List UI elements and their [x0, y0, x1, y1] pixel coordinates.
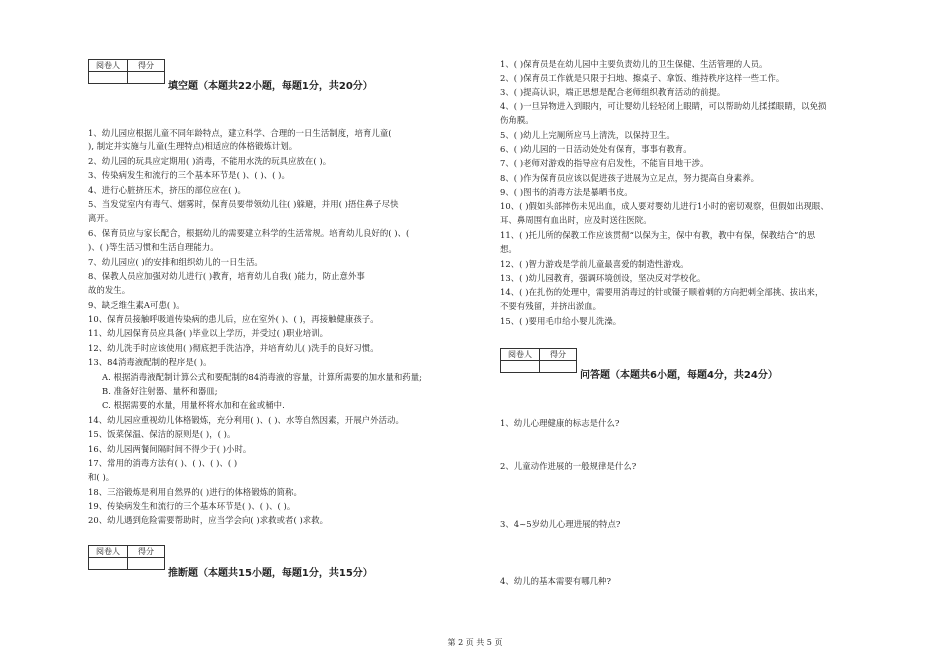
fill-line: 1、幼儿园应根据儿童不同年龄特点，建立科学、合理的一日生活制度，培育儿童( [88, 128, 392, 138]
judge-item: 7、( )老师对游戏的指导应有启发性，不能盲目地干涉。 [500, 158, 709, 168]
fill-line: 12、幼儿洗手时应该使用( )彻底把手洗洁净，并培育幼儿( )洗手的良好习惯。 [88, 343, 379, 353]
fill-option: C. 根据需要的水量，用量杯将水加和在盆或桶中. [102, 400, 285, 410]
judge-item: 4、( )一旦异物进入到眼内，可让婴幼儿轻轻闭上眼睛，可以帮助幼儿揉揉眼睛，以免损 [500, 101, 827, 111]
fill-line: ), 制定并实施与儿童(生理特点)相适应的体格锻炼计划。 [88, 141, 298, 151]
score-cell [128, 72, 165, 84]
reviewer-label: 阅卷人 [89, 60, 128, 72]
score-table-qa [500, 348, 577, 373]
judge-item: 伤角膜。 [500, 115, 534, 125]
fill-line: 17、常用的消毒方法有( )、( )、( )、( ) [88, 458, 238, 468]
judge-item: 2、( )保育员工作就是只限于扫地、擦桌子、拿饭、维持秩序这样一些工作。 [500, 73, 785, 83]
fill-section-title: 填空题（本题共22小题，每题1分，共20分） [168, 81, 373, 92]
reviewer-cell [89, 72, 128, 84]
reviewer-cell [501, 361, 540, 373]
judge-item: 9、( )图书的消毒方法是暴晒书皮。 [500, 187, 633, 197]
fill-line: 13、84消毒液配制的程序是( )。 [88, 357, 212, 367]
reviewer-cell [89, 558, 128, 570]
score-table-fill [88, 59, 165, 84]
fill-line: 10、保育员接触呼吸道传染病的患儿后，应在室外( )、( )，再接触健康孩子。 [88, 314, 379, 324]
fill-line: 20、幼儿遇到危险需要帮助时，应当学会向( )求救或者( )求救。 [88, 515, 329, 525]
score-label: 得分 [128, 546, 165, 558]
qa-question: 1、幼儿心理健康的标志是什么? [500, 418, 620, 428]
fill-line: 离开。 [88, 213, 114, 223]
fill-line: 2、幼儿园的玩具应定期用( )消毒，不能用水洗的玩具应放在( )。 [88, 156, 332, 166]
judge-item: 13、( )幼儿园教育，强调环境创设，坚决反对学校化。 [500, 273, 706, 283]
fill-line: 故的发生。 [88, 285, 131, 295]
judge-item: 1、( )保育员是在幼儿园中主要负责幼儿的卫生保健、生活管理的人员。 [500, 59, 768, 69]
judge-section-title: 推断题（本题共15小题，每题1分，共15分） [168, 568, 373, 579]
fill-option: B. 准备好注射器、量杯和器皿; [102, 386, 218, 396]
fill-line: 9、缺乏维生素A可患( )。 [88, 300, 185, 310]
fill-line: 7、幼儿园应( )的安排和组织幼儿的一日生活。 [88, 257, 263, 267]
reviewer-label: 阅卷人 [501, 349, 540, 361]
fill-line: 14、幼儿园应重视幼儿体格锻炼，充分利用( )、( )、水等自然因素，开展户外活动。 [88, 415, 404, 425]
fill-line: 和( )。 [88, 472, 115, 482]
qa-question: 3、4~5岁幼儿心理进展的特点? [500, 519, 621, 529]
qa-question: 2、儿童动作进展的一般规律是什么? [500, 461, 637, 471]
fill-line: 18、三浴锻炼是利用自然界的( )进行的体格锻炼的简称。 [88, 487, 302, 497]
judge-item: 12、( )智力游戏是学前儿童最喜爱的制造性游戏。 [500, 259, 689, 269]
qa-question: 4、幼儿的基本需要有哪几种? [500, 576, 612, 586]
fill-line: 3、传染病发生和流行的三个基本环节是( )、( )、( )。 [88, 170, 290, 180]
score-cell [128, 558, 165, 570]
fill-line: 5、当发觉室内有毒气、烟雾时，保育员要带领幼儿往( )躲避，并用( )捂住鼻子尽快 [88, 199, 399, 209]
fill-line: 15、饭菜保温、保洁的原则是( )，( )。 [88, 429, 236, 439]
fill-line: 8、保教人员应加强对幼儿进行( )教育，培育幼儿自我( )能力，防止意外事 [88, 271, 365, 281]
fill-option: A. 根据消毒液配制计算公式和要配制的84消毒液的容量，计算所需要的加水量和药量; [102, 372, 423, 382]
score-label: 得分 [128, 60, 165, 72]
judge-item: 不要有残留，并挤出淤血。 [500, 301, 602, 311]
reviewer-label: 阅卷人 [89, 546, 128, 558]
judge-item: 想。 [500, 244, 517, 254]
qa-section-title: 问答题（本题共6小题，每题4分，共24分） [580, 370, 778, 381]
fill-line: 16、幼儿园两餐间隔时间不得少于( )小时。 [88, 444, 252, 454]
judge-item: 5、( )幼儿上完厕所应马上清洗，以保持卫生。 [500, 130, 675, 140]
fill-line: 11、幼儿园保育员应具备( )毕业以上学历，并受过( )职业培训。 [88, 328, 329, 338]
judge-item: 耳、鼻周围有血出时，应及时送往医院。 [500, 215, 652, 225]
fill-line: 6、保育员应与家长配合，根据幼儿的需要建立科学的生活常规。培育幼儿良好的( )、( [88, 228, 410, 238]
judge-item: 3、( )提高认识，端正思想是配合老师组织教育活动的前提。 [500, 87, 726, 97]
judge-item: 8、( )作为保育员应该以促进孩子进展为立足点，努力提高自身素养。 [500, 173, 760, 183]
judge-item: 6、( )幼儿园的一日活动处处有保育，事事有教育。 [500, 144, 692, 154]
score-cell [540, 361, 577, 373]
judge-item: 11、( )托儿所的保教工作应该贯彻“以保为主，保中有教，教中有保，保教结合”的思 [500, 230, 816, 240]
page-footer: 第 2 页 共 5 页 [447, 638, 503, 647]
score-table-judge [88, 545, 165, 570]
judge-item: 15、( )要用毛巾给小婴儿洗澡。 [500, 316, 622, 326]
judge-item: 10、( )假如头部摔伤未见出血，成人要对婴幼儿进行1小时的密切观察，但假如出现眼、 [500, 201, 829, 211]
fill-line: 4、进行心脏挤压术，挤压的部位应在( )。 [88, 185, 246, 195]
fill-line: 19、传染病发生和流行的三个基本环节是( )、( )、( )。 [88, 501, 296, 511]
fill-line: )、( )等生活习惯和生活自理能力。 [88, 242, 219, 252]
score-label: 得分 [540, 349, 577, 361]
judge-item: 14、( )在扎伤的处理中，需要用消毒过的针或镊子顺着刺的方向把刺全部挑、拔出来， [500, 287, 824, 297]
